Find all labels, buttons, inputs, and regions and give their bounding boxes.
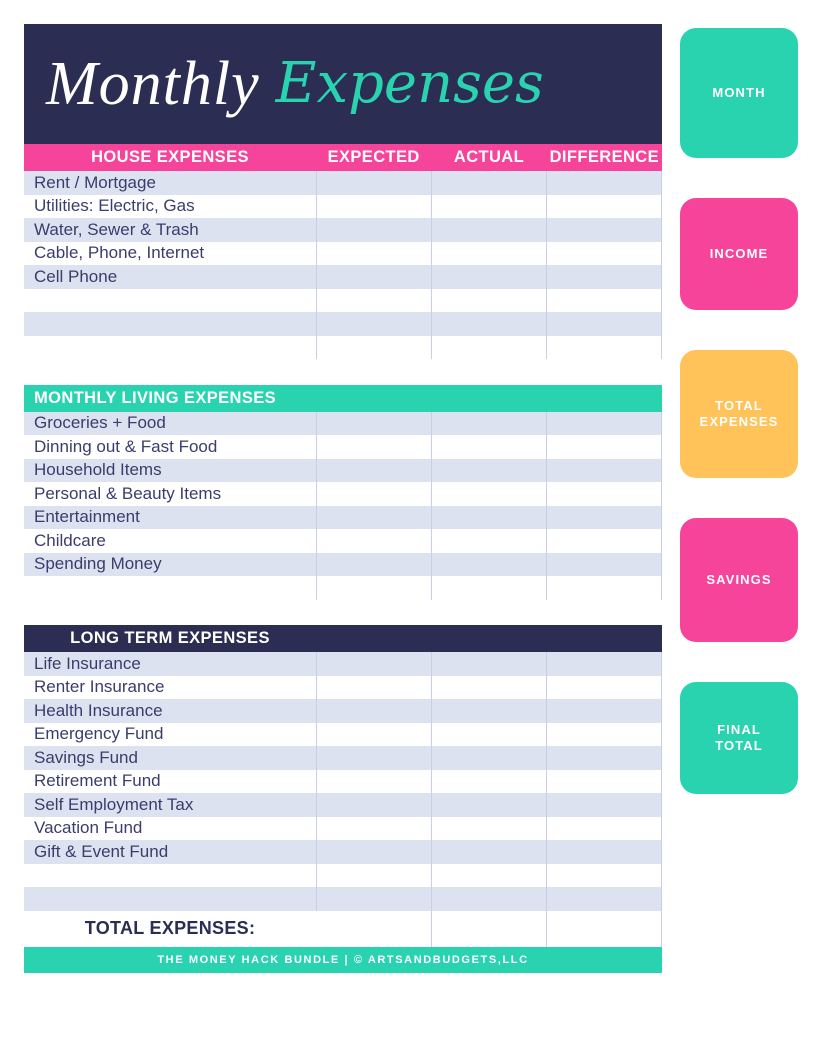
cell-difference[interactable] — [547, 553, 662, 577]
section-header-filler — [431, 625, 546, 652]
table-row — [24, 265, 662, 289]
cell-actual[interactable] — [431, 676, 546, 700]
cell-difference[interactable] — [547, 336, 662, 360]
section-header-row — [24, 625, 662, 652]
cell-difference[interactable] — [547, 676, 662, 700]
cell-actual[interactable] — [431, 435, 546, 459]
cell-expected[interactable] — [316, 242, 431, 266]
total-expenses-row — [24, 911, 662, 947]
side-card-label: SAVINGS — [706, 571, 772, 587]
cell-actual[interactable] — [431, 506, 546, 530]
cell-actual[interactable] — [431, 553, 546, 577]
expense-label: Health Insurance — [24, 699, 316, 723]
cell-expected[interactable] — [316, 171, 431, 195]
side-card-label: MONTH — [712, 84, 766, 100]
cell-actual[interactable] — [431, 699, 546, 723]
cell-difference[interactable] — [547, 864, 662, 888]
expense-label — [24, 289, 316, 313]
cell-actual[interactable] — [431, 289, 546, 313]
cell-actual[interactable] — [431, 195, 546, 219]
section-header-filler — [431, 385, 546, 412]
cell-actual[interactable] — [431, 312, 546, 336]
section-title: MONTHLY LIVING EXPENSES — [24, 385, 316, 412]
section-title: HOUSE EXPENSES — [24, 144, 316, 171]
side-card-final-total[interactable] — [680, 682, 798, 794]
table-row — [24, 864, 662, 888]
table-row — [24, 840, 662, 864]
page-title-expenses: Expenses — [275, 51, 544, 116]
expense-label: Life Insurance — [24, 652, 316, 676]
cell-actual[interactable] — [431, 218, 546, 242]
cell-difference[interactable] — [547, 506, 662, 530]
table-row — [24, 529, 662, 553]
title-banner — [24, 24, 662, 144]
expense-label: Utilities: Electric, Gas — [24, 195, 316, 219]
cell-difference[interactable] — [547, 652, 662, 676]
side-card-label: TOTAL EXPENSES — [699, 397, 779, 429]
expense-label: Childcare — [24, 529, 316, 553]
cell-actual[interactable] — [431, 817, 546, 841]
expenses-table — [24, 144, 662, 947]
cell-actual[interactable] — [431, 576, 546, 600]
cell-expected[interactable] — [316, 435, 431, 459]
cell-expected[interactable] — [316, 652, 431, 676]
spacer-cell — [24, 600, 662, 626]
expense-label: Self Employment Tax — [24, 793, 316, 817]
column-header-difference: DIFFERENCE — [547, 144, 662, 171]
expense-label: Personal & Beauty Items — [24, 482, 316, 506]
table-row — [24, 218, 662, 242]
cell-expected[interactable] — [316, 887, 431, 911]
cell-difference[interactable] — [547, 195, 662, 219]
cell-difference[interactable] — [547, 817, 662, 841]
table-row — [24, 723, 662, 747]
expense-label: Gift & Event Fund — [24, 840, 316, 864]
expense-label: Cable, Phone, Internet — [24, 242, 316, 266]
expense-label: Household Items — [24, 459, 316, 483]
side-card-savings[interactable] — [680, 518, 798, 642]
cell-expected[interactable] — [316, 699, 431, 723]
total-expenses-label: TOTAL EXPENSES: — [24, 911, 316, 947]
cell-expected[interactable] — [316, 817, 431, 841]
table-row — [24, 652, 662, 676]
cell-difference[interactable] — [547, 312, 662, 336]
total-cell-expected[interactable] — [316, 911, 431, 947]
section-spacer — [24, 359, 662, 385]
cell-actual[interactable] — [431, 840, 546, 864]
expense-label — [24, 887, 316, 911]
column-header-expected: EXPECTED — [316, 144, 431, 171]
expense-label: Retirement Fund — [24, 770, 316, 794]
cell-actual[interactable] — [431, 482, 546, 506]
section-header-filler — [316, 625, 431, 652]
cell-expected[interactable] — [316, 336, 431, 360]
table-row — [24, 195, 662, 219]
column-header-actual: ACTUAL — [431, 144, 546, 171]
cell-difference[interactable] — [547, 576, 662, 600]
table-row — [24, 746, 662, 770]
footer-credit: THE MONEY HACK BUNDLE | © ARTSANDBUDGETS,LLC — [24, 947, 662, 973]
expense-label: Cell Phone — [24, 265, 316, 289]
cell-difference[interactable] — [547, 770, 662, 794]
table-row — [24, 553, 662, 577]
section-title: LONG TERM EXPENSES — [24, 625, 316, 652]
worksheet-sheet — [24, 24, 662, 973]
cell-difference[interactable] — [547, 699, 662, 723]
cell-actual[interactable] — [431, 336, 546, 360]
cell-expected[interactable] — [316, 195, 431, 219]
table-row — [24, 887, 662, 911]
cell-difference[interactable] — [547, 242, 662, 266]
cell-expected[interactable] — [316, 576, 431, 600]
cell-actual[interactable] — [431, 652, 546, 676]
cell-expected[interactable] — [316, 529, 431, 553]
cell-difference[interactable] — [547, 265, 662, 289]
cell-difference[interactable] — [547, 793, 662, 817]
section-header-filler — [547, 625, 662, 652]
cell-expected[interactable] — [316, 793, 431, 817]
cell-actual[interactable] — [431, 723, 546, 747]
section-header-filler — [547, 385, 662, 412]
cell-actual[interactable] — [431, 459, 546, 483]
cell-actual[interactable] — [431, 793, 546, 817]
table-row — [24, 336, 662, 360]
cell-expected[interactable] — [316, 289, 431, 313]
table-row — [24, 699, 662, 723]
side-card-total-expenses[interactable] — [680, 350, 798, 478]
cell-difference[interactable] — [547, 459, 662, 483]
side-card-label: INCOME — [709, 245, 769, 261]
table-row — [24, 482, 662, 506]
cell-expected[interactable] — [316, 312, 431, 336]
expense-label — [24, 312, 316, 336]
total-cell-difference[interactable] — [547, 911, 662, 947]
cell-difference[interactable] — [547, 529, 662, 553]
side-card-month[interactable] — [680, 28, 798, 158]
cell-expected[interactable] — [316, 218, 431, 242]
table-row — [24, 576, 662, 600]
cell-actual[interactable] — [431, 529, 546, 553]
table-row — [24, 312, 662, 336]
expense-label — [24, 336, 316, 360]
expense-label — [24, 576, 316, 600]
expense-label: Water, Sewer & Trash — [24, 218, 316, 242]
total-cell-actual[interactable] — [431, 911, 546, 947]
cell-actual[interactable] — [431, 770, 546, 794]
expense-label: Dinning out & Fast Food — [24, 435, 316, 459]
expense-label: Rent / Mortgage — [24, 171, 316, 195]
side-card-income[interactable] — [680, 198, 798, 310]
cell-expected[interactable] — [316, 553, 431, 577]
table-row — [24, 242, 662, 266]
cell-expected[interactable] — [316, 676, 431, 700]
cell-expected[interactable] — [316, 459, 431, 483]
expense-label: Groceries + Food — [24, 412, 316, 436]
section-header-row — [24, 385, 662, 412]
cell-expected[interactable] — [316, 840, 431, 864]
table-row — [24, 506, 662, 530]
expense-label: Entertainment — [24, 506, 316, 530]
cell-expected[interactable] — [316, 864, 431, 888]
expense-label: Spending Money — [24, 553, 316, 577]
expense-label: Emergency Fund — [24, 723, 316, 747]
cell-difference[interactable] — [547, 840, 662, 864]
expense-label — [24, 864, 316, 888]
section-header-row — [24, 144, 662, 171]
spacer-cell — [24, 359, 662, 385]
cell-expected[interactable] — [316, 723, 431, 747]
table-row — [24, 412, 662, 436]
cell-expected[interactable] — [316, 482, 431, 506]
cell-actual[interactable] — [431, 746, 546, 770]
table-row — [24, 289, 662, 313]
cell-expected[interactable] — [316, 746, 431, 770]
cell-difference[interactable] — [547, 887, 662, 911]
table-row — [24, 171, 662, 195]
cell-actual[interactable] — [431, 864, 546, 888]
cell-actual[interactable] — [431, 171, 546, 195]
expense-label: Vacation Fund — [24, 817, 316, 841]
cell-difference[interactable] — [547, 171, 662, 195]
cell-expected[interactable] — [316, 265, 431, 289]
cell-actual[interactable] — [431, 887, 546, 911]
cell-actual[interactable] — [431, 265, 546, 289]
cell-difference[interactable] — [547, 746, 662, 770]
cell-difference[interactable] — [547, 723, 662, 747]
cell-actual[interactable] — [431, 412, 546, 436]
section-spacer — [24, 600, 662, 626]
table-row — [24, 793, 662, 817]
cell-difference[interactable] — [547, 289, 662, 313]
cell-difference[interactable] — [547, 435, 662, 459]
table-row — [24, 817, 662, 841]
section-header-filler — [316, 385, 431, 412]
table-row — [24, 435, 662, 459]
table-row — [24, 459, 662, 483]
cell-expected[interactable] — [316, 506, 431, 530]
side-cards — [680, 28, 798, 794]
cell-difference[interactable] — [547, 482, 662, 506]
table-row — [24, 770, 662, 794]
page-title-monthly: Monthly — [46, 50, 260, 118]
cell-difference[interactable] — [547, 218, 662, 242]
side-card-label: FINAL TOTAL — [715, 721, 763, 753]
expense-label: Renter Insurance — [24, 676, 316, 700]
cell-expected[interactable] — [316, 412, 431, 436]
cell-difference[interactable] — [547, 412, 662, 436]
table-row — [24, 676, 662, 700]
cell-actual[interactable] — [431, 242, 546, 266]
expense-label: Savings Fund — [24, 746, 316, 770]
cell-expected[interactable] — [316, 770, 431, 794]
